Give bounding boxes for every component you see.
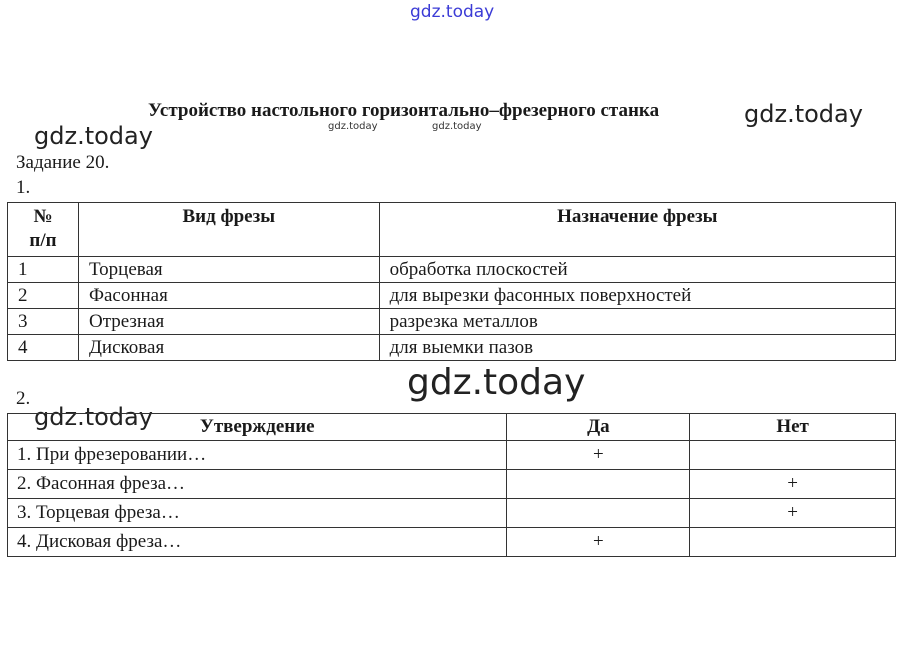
- row-statement: 3. Торцевая фреза…: [8, 499, 507, 528]
- row-mill-type: Торцевая: [78, 257, 379, 283]
- watermark-small-a: gdz.today: [328, 121, 378, 132]
- row-number: 4: [8, 335, 79, 361]
- row-mill-type: Фасонная: [78, 283, 379, 309]
- row-no-mark: [690, 528, 896, 557]
- watermark-small-b: gdz.today: [432, 121, 482, 132]
- row-number: 3: [8, 309, 79, 335]
- watermark-left-upper: gdz.today: [34, 122, 153, 150]
- task-label: Задание 20.: [16, 152, 110, 173]
- table-row: [8, 499, 896, 528]
- statements-table: [7, 413, 896, 557]
- row-statement: 1. При фрезеровании…: [8, 441, 507, 470]
- row-number: 1: [8, 257, 79, 283]
- watermark-title-right: gdz.today: [744, 100, 863, 128]
- watermark-center-big: gdz.today: [407, 362, 586, 403]
- row-mill-type: Дисковая: [78, 335, 379, 361]
- document-title: Устройство настольного горизонтально–фрезерного станка: [148, 100, 660, 121]
- watermark-left-lower: gdz.today: [34, 403, 153, 431]
- table-row: [8, 528, 896, 557]
- row-mill-type: Отрезная: [78, 309, 379, 335]
- table-row: [8, 335, 896, 361]
- table-header-row: [8, 414, 896, 441]
- row-no-mark: +: [690, 499, 896, 528]
- row-no-mark: [690, 441, 896, 470]
- table-header-row: [8, 203, 896, 257]
- row-mill-purpose: разрезка металлов: [379, 309, 895, 335]
- row-no-mark: +: [690, 470, 896, 499]
- header-statement: Утверждение: [8, 414, 507, 441]
- row-yes-mark: +: [507, 441, 690, 470]
- header-number: № п/п: [8, 203, 79, 257]
- mill-types-table: [7, 202, 896, 361]
- header-yes: Да: [507, 414, 690, 441]
- row-mill-purpose: обработка плоскостей: [379, 257, 895, 283]
- header-mill-purpose: Назначение фрезы: [379, 203, 895, 257]
- row-yes-mark: [507, 499, 690, 528]
- table-row: [8, 441, 896, 470]
- row-yes-mark: +: [507, 528, 690, 557]
- table-row: [8, 309, 896, 335]
- table-row: [8, 257, 896, 283]
- section-1-number: 1.: [16, 177, 31, 198]
- header-mill-type: Вид фрезы: [78, 203, 379, 257]
- row-mill-purpose: для выемки пазов: [379, 335, 895, 361]
- row-mill-purpose: для вырезки фасонных поверхностей: [379, 283, 895, 309]
- header-no: Нет: [690, 414, 896, 441]
- watermark-top: gdz.today: [410, 2, 495, 22]
- row-yes-mark: [507, 470, 690, 499]
- row-number: 2: [8, 283, 79, 309]
- section-2-number: 2.: [16, 388, 31, 409]
- row-statement: 4. Дисковая фреза…: [8, 528, 507, 557]
- table-row: [8, 283, 896, 309]
- table-row: [8, 470, 896, 499]
- row-statement: 2. Фасонная фреза…: [8, 470, 507, 499]
